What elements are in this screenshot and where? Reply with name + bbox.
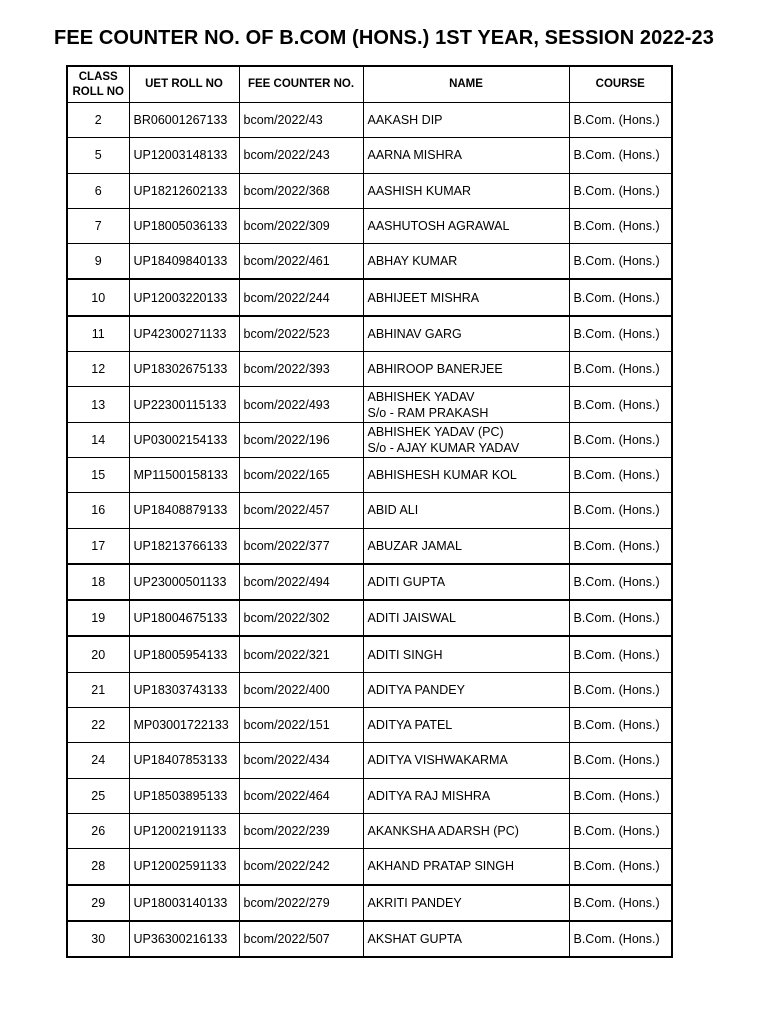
class-roll-cell: 5 xyxy=(67,138,129,173)
name-cell xyxy=(363,636,569,672)
table-row xyxy=(67,457,672,492)
name-cell xyxy=(363,138,569,173)
fee-counter-cell: bcom/2022/494 xyxy=(239,564,363,600)
table-row xyxy=(67,316,672,352)
class-roll-cell: 9 xyxy=(67,244,129,280)
name-cell xyxy=(363,564,569,600)
course-cell: B.Com. (Hons.) xyxy=(569,672,672,707)
student-name: ADITYA VISHWAKARMA xyxy=(367,753,508,768)
course-cell: B.Com. (Hons.) xyxy=(569,921,672,957)
course-cell: B.Com. (Hons.) xyxy=(569,173,672,208)
uet-roll-cell: UP18408879133 xyxy=(129,493,239,528)
class-roll-cell: 16 xyxy=(67,493,129,528)
name-cell xyxy=(363,528,569,564)
name-cell xyxy=(363,849,569,885)
student-name: ABUZAR JAMAL xyxy=(367,538,462,553)
fee-counter-table xyxy=(66,65,673,958)
class-roll-cell: 19 xyxy=(67,600,129,636)
student-name: ABHISHEK YADAV (PC) xyxy=(367,424,504,439)
class-roll-cell: 26 xyxy=(67,813,129,848)
uet-roll-cell: UP18004675133 xyxy=(129,600,239,636)
student-name: AARNA MISHRA xyxy=(367,148,462,163)
course-cell: B.Com. (Hons.) xyxy=(569,600,672,636)
fee-counter-cell: bcom/2022/165 xyxy=(239,457,363,492)
class-roll-cell: 12 xyxy=(67,352,129,387)
name-cell xyxy=(363,813,569,848)
course-cell: B.Com. (Hons.) xyxy=(569,103,672,138)
uet-roll-cell: BR06001267133 xyxy=(129,103,239,138)
fee-counter-cell: bcom/2022/243 xyxy=(239,138,363,173)
student-name: ABHINAV GARG xyxy=(367,326,462,341)
table-row xyxy=(67,387,672,422)
uet-roll-cell: UP23000501133 xyxy=(129,564,239,600)
uet-roll-cell: UP12003220133 xyxy=(129,279,239,315)
table-row xyxy=(67,493,672,528)
uet-roll-cell: MP03001722133 xyxy=(129,708,239,743)
table-row xyxy=(67,885,672,921)
table-body xyxy=(67,103,672,958)
student-name: ABHAY KUMAR xyxy=(367,254,458,269)
student-name: ADITI GUPTA xyxy=(367,575,446,589)
fee-counter-cell: bcom/2022/393 xyxy=(239,352,363,387)
course-cell: B.Com. (Hons.) xyxy=(569,743,672,778)
name-cell xyxy=(363,316,569,352)
student-name: ABHIROOP BANERJEE xyxy=(367,362,503,377)
course-cell: B.Com. (Hons.) xyxy=(569,564,672,600)
uet-roll-cell: UP18503895133 xyxy=(129,778,239,813)
course-cell: B.Com. (Hons.) xyxy=(569,708,672,743)
course-cell: B.Com. (Hons.) xyxy=(569,316,672,352)
fee-counter-cell: bcom/2022/457 xyxy=(239,493,363,528)
table-row xyxy=(67,138,672,173)
fee-counter-cell: bcom/2022/377 xyxy=(239,528,363,564)
name-cell xyxy=(363,672,569,707)
fee-counter-cell: bcom/2022/507 xyxy=(239,921,363,957)
table-row xyxy=(67,564,672,600)
header-name: NAME xyxy=(363,66,569,103)
table-header-row xyxy=(67,66,672,103)
table-row xyxy=(67,743,672,778)
uet-roll-cell: UP22300115133 xyxy=(129,387,239,422)
class-roll-cell: 14 xyxy=(67,422,129,457)
class-roll-cell: 28 xyxy=(67,849,129,885)
course-cell: B.Com. (Hons.) xyxy=(569,885,672,921)
course-cell: B.Com. (Hons.) xyxy=(569,208,672,243)
name-cell xyxy=(363,493,569,528)
fee-counter-cell: bcom/2022/464 xyxy=(239,778,363,813)
table-row xyxy=(67,173,672,208)
class-roll-cell: 18 xyxy=(67,564,129,600)
student-name: ABHISHEK YADAV xyxy=(367,389,475,404)
table-row xyxy=(67,778,672,813)
name-cell xyxy=(363,208,569,243)
student-name: ADITI JAISWAL xyxy=(367,611,456,626)
course-cell: B.Com. (Hons.) xyxy=(569,849,672,885)
table-row xyxy=(67,208,672,243)
name-cell xyxy=(363,103,569,138)
header-fee-counter-no: FEE COUNTER NO. xyxy=(239,66,363,103)
fee-counter-cell: bcom/2022/309 xyxy=(239,208,363,243)
name-cell xyxy=(363,743,569,778)
name-cell xyxy=(363,387,569,422)
name-cell xyxy=(363,921,569,957)
course-cell: B.Com. (Hons.) xyxy=(569,528,672,564)
table-row xyxy=(67,422,672,457)
name-cell xyxy=(363,457,569,492)
table-row xyxy=(67,636,672,672)
class-roll-cell: 13 xyxy=(67,387,129,422)
table-row xyxy=(67,708,672,743)
parent-name: S/o - RAM PRAKASH xyxy=(367,405,489,420)
fee-counter-cell: bcom/2022/400 xyxy=(239,672,363,707)
header-uet-roll-no: UET ROLL NO xyxy=(129,66,239,103)
student-name: AAKASH DIP xyxy=(367,113,443,128)
name-cell xyxy=(363,244,569,280)
fee-counter-cell: bcom/2022/461 xyxy=(239,244,363,280)
student-name: ADITI SINGH xyxy=(367,647,443,662)
table-row xyxy=(67,244,672,280)
student-name: AKSHAT GUPTA xyxy=(367,931,462,946)
class-roll-cell: 21 xyxy=(67,672,129,707)
class-roll-cell: 22 xyxy=(67,708,129,743)
uet-roll-cell: UP18303743133 xyxy=(129,672,239,707)
class-roll-cell: 30 xyxy=(67,921,129,957)
fee-counter-cell: bcom/2022/368 xyxy=(239,173,363,208)
course-cell: B.Com. (Hons.) xyxy=(569,422,672,457)
fee-counter-cell: bcom/2022/244 xyxy=(239,279,363,315)
fee-counter-cell: bcom/2022/151 xyxy=(239,708,363,743)
uet-roll-cell: UP42300271133 xyxy=(129,316,239,352)
uet-roll-cell: UP18005036133 xyxy=(129,208,239,243)
name-cell xyxy=(363,173,569,208)
student-name: AKANKSHA ADARSH (PC) xyxy=(367,824,519,839)
class-roll-cell: 2 xyxy=(67,103,129,138)
class-roll-cell: 25 xyxy=(67,778,129,813)
fee-counter-cell: bcom/2022/239 xyxy=(239,813,363,848)
table-row xyxy=(67,672,672,707)
parent-name: S/o - AJAY KUMAR YADAV xyxy=(367,440,520,455)
course-cell: B.Com. (Hons.) xyxy=(569,279,672,315)
class-roll-cell: 29 xyxy=(67,885,129,921)
uet-roll-cell: MP11500158133 xyxy=(129,457,239,492)
table-row xyxy=(67,279,672,315)
student-name: ADITYA PATEL xyxy=(367,718,453,733)
uet-roll-cell: UP18005954133 xyxy=(129,636,239,672)
name-cell xyxy=(363,885,569,921)
uet-roll-cell: UP18409840133 xyxy=(129,244,239,280)
class-roll-cell: 7 xyxy=(67,208,129,243)
fee-counter-cell: bcom/2022/279 xyxy=(239,885,363,921)
course-cell: B.Com. (Hons.) xyxy=(569,138,672,173)
student-name: AKHAND PRATAP SINGH xyxy=(367,859,515,874)
uet-roll-cell: UP18003140133 xyxy=(129,885,239,921)
fee-counter-cell: bcom/2022/493 xyxy=(239,387,363,422)
student-name: AASHUTOSH AGRAWAL xyxy=(367,219,510,234)
page-title: FEE COUNTER NO. OF B.COM (HONS.) 1ST YEAR, SESSION 2022-23 xyxy=(54,27,714,49)
fee-counter-cell: bcom/2022/523 xyxy=(239,316,363,352)
fee-counter-cell: bcom/2022/196 xyxy=(239,422,363,457)
fee-counter-cell: bcom/2022/242 xyxy=(239,849,363,885)
uet-roll-cell: UP03002154133 xyxy=(129,422,239,457)
header-class-roll-no: CLASS ROLL NO xyxy=(67,66,129,103)
course-cell: B.Com. (Hons.) xyxy=(569,352,672,387)
course-cell: B.Com. (Hons.) xyxy=(569,457,672,492)
name-cell xyxy=(363,600,569,636)
class-roll-cell: 11 xyxy=(67,316,129,352)
course-cell: B.Com. (Hons.) xyxy=(569,493,672,528)
class-roll-cell: 17 xyxy=(67,528,129,564)
name-cell xyxy=(363,778,569,813)
student-name: AKRITI PANDEY xyxy=(367,895,462,910)
table-row xyxy=(67,103,672,138)
fee-counter-cell: bcom/2022/43 xyxy=(239,103,363,138)
student-name: AASHISH KUMAR xyxy=(367,183,471,198)
class-roll-cell: 10 xyxy=(67,279,129,315)
student-name: ABHISHESH KUMAR KOL xyxy=(367,468,517,483)
course-cell: B.Com. (Hons.) xyxy=(569,778,672,813)
name-cell xyxy=(363,708,569,743)
student-name: ABHIJEET MISHRA xyxy=(367,290,480,305)
uet-roll-cell: UP18212602133 xyxy=(129,173,239,208)
name-cell xyxy=(363,422,569,457)
course-cell: B.Com. (Hons.) xyxy=(569,244,672,280)
table-row xyxy=(67,600,672,636)
fee-counter-cell: bcom/2022/302 xyxy=(239,600,363,636)
table-row xyxy=(67,813,672,848)
table-row xyxy=(67,352,672,387)
fee-counter-cell: bcom/2022/321 xyxy=(239,636,363,672)
uet-roll-cell: UP12002191133 xyxy=(129,813,239,848)
uet-roll-cell: UP36300216133 xyxy=(129,921,239,957)
uet-roll-cell: UP18302675133 xyxy=(129,352,239,387)
fee-counter-cell: bcom/2022/434 xyxy=(239,743,363,778)
name-cell xyxy=(363,352,569,387)
course-cell: B.Com. (Hons.) xyxy=(569,813,672,848)
student-name: ADITYA RAJ MISHRA xyxy=(367,788,491,803)
class-roll-cell: 24 xyxy=(67,743,129,778)
class-roll-cell: 15 xyxy=(67,457,129,492)
student-name: ADITYA PANDEY xyxy=(367,682,465,697)
uet-roll-cell: UP18407853133 xyxy=(129,743,239,778)
student-name: ABID ALI xyxy=(367,503,419,518)
table-row xyxy=(67,849,672,885)
name-cell xyxy=(363,279,569,315)
table-row xyxy=(67,528,672,564)
uet-roll-cell: UP12002591133 xyxy=(129,849,239,885)
uet-roll-cell: UP12003148133 xyxy=(129,138,239,173)
uet-roll-cell: UP18213766133 xyxy=(129,528,239,564)
course-cell: B.Com. (Hons.) xyxy=(569,387,672,422)
class-roll-cell: 20 xyxy=(67,636,129,672)
header-course: COURSE xyxy=(569,66,672,103)
course-cell: B.Com. (Hons.) xyxy=(569,636,672,672)
class-roll-cell: 6 xyxy=(67,173,129,208)
table-row xyxy=(67,921,672,957)
